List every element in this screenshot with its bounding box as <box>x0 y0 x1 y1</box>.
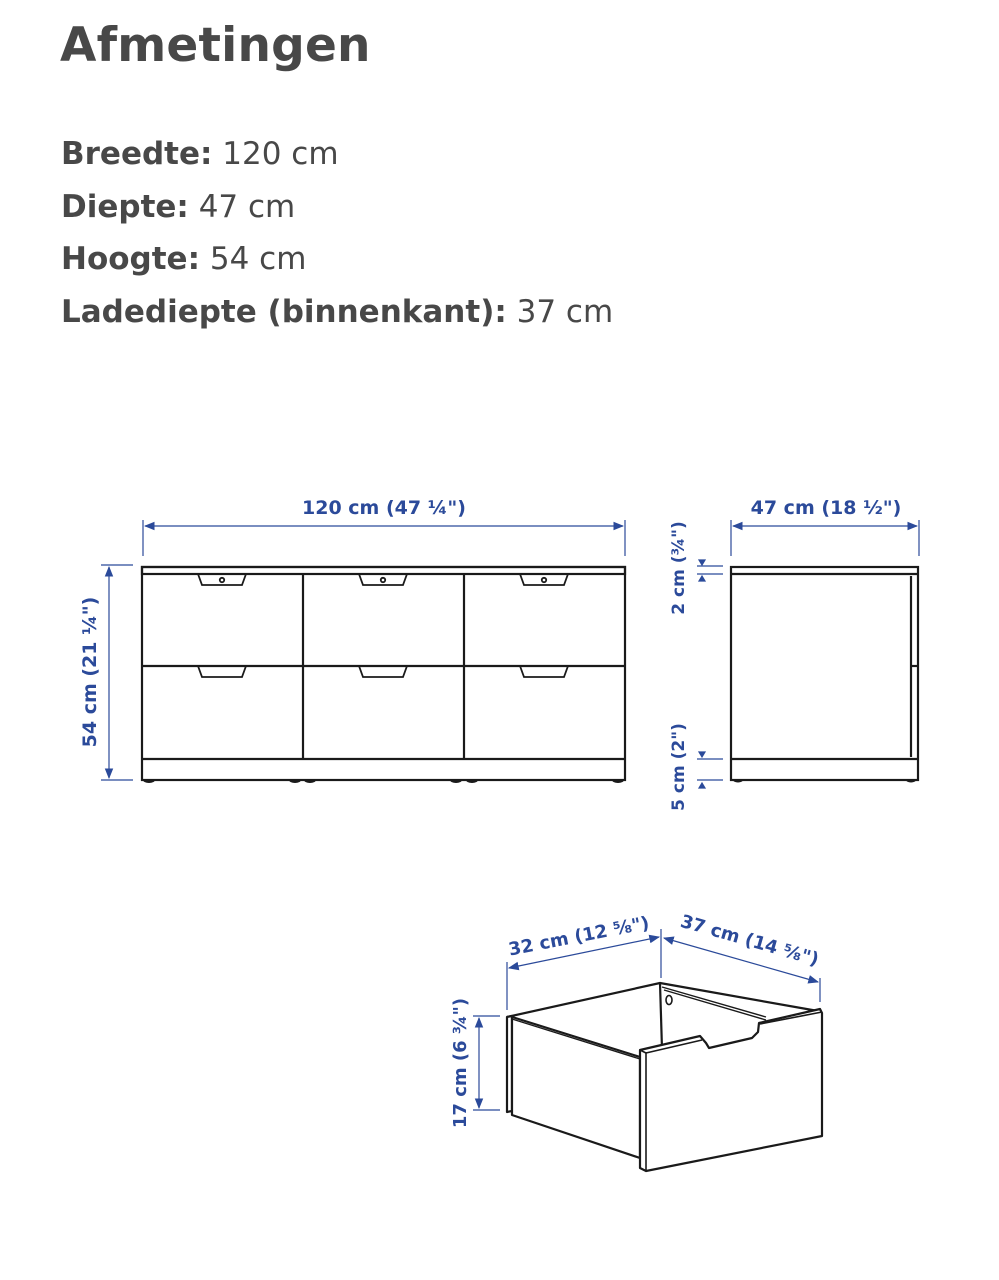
side-view <box>731 567 918 783</box>
top-thickness-dimension <box>697 560 723 581</box>
drawer-height-label: 17 cm (6 ¾") <box>450 997 471 1129</box>
top-thickness-label: 2 cm (¾") <box>669 521 689 615</box>
spec-label: Hoogte: <box>61 241 200 277</box>
spec-value: 120 cm <box>222 136 339 172</box>
page-title: Afmetingen <box>60 18 371 73</box>
front-width-label: 120 cm (47 ¼") <box>302 497 466 519</box>
plinth-height-label: 5 cm (2") <box>669 723 689 811</box>
spec-label: Diepte: <box>61 188 189 225</box>
front-width-dimension <box>143 520 625 556</box>
spec-label: Ladediepte (binnenkant): <box>61 293 507 330</box>
side-depth-label: 47 cm (18 ½") <box>750 497 902 519</box>
front-view <box>142 567 625 783</box>
drawer-depth-label: 37 cm (14 ⅝") <box>677 910 822 971</box>
drawer-height-dimension <box>473 1016 500 1110</box>
drawer-width-label: 32 cm (12 ⅝") <box>506 912 652 961</box>
drawer-view <box>507 983 822 1171</box>
front-height-dimension <box>101 565 133 780</box>
drawer-handles <box>198 574 568 677</box>
spec-value: 54 cm <box>209 241 307 277</box>
front-height-label: 54 cm (21 ¼") <box>79 596 101 748</box>
plinth-height-dimension <box>697 752 723 788</box>
spec-label: Breedte: <box>61 136 213 172</box>
spec-value: 37 cm <box>516 293 614 330</box>
side-depth-dimension <box>731 520 919 556</box>
spec-value: 47 cm <box>198 188 296 225</box>
